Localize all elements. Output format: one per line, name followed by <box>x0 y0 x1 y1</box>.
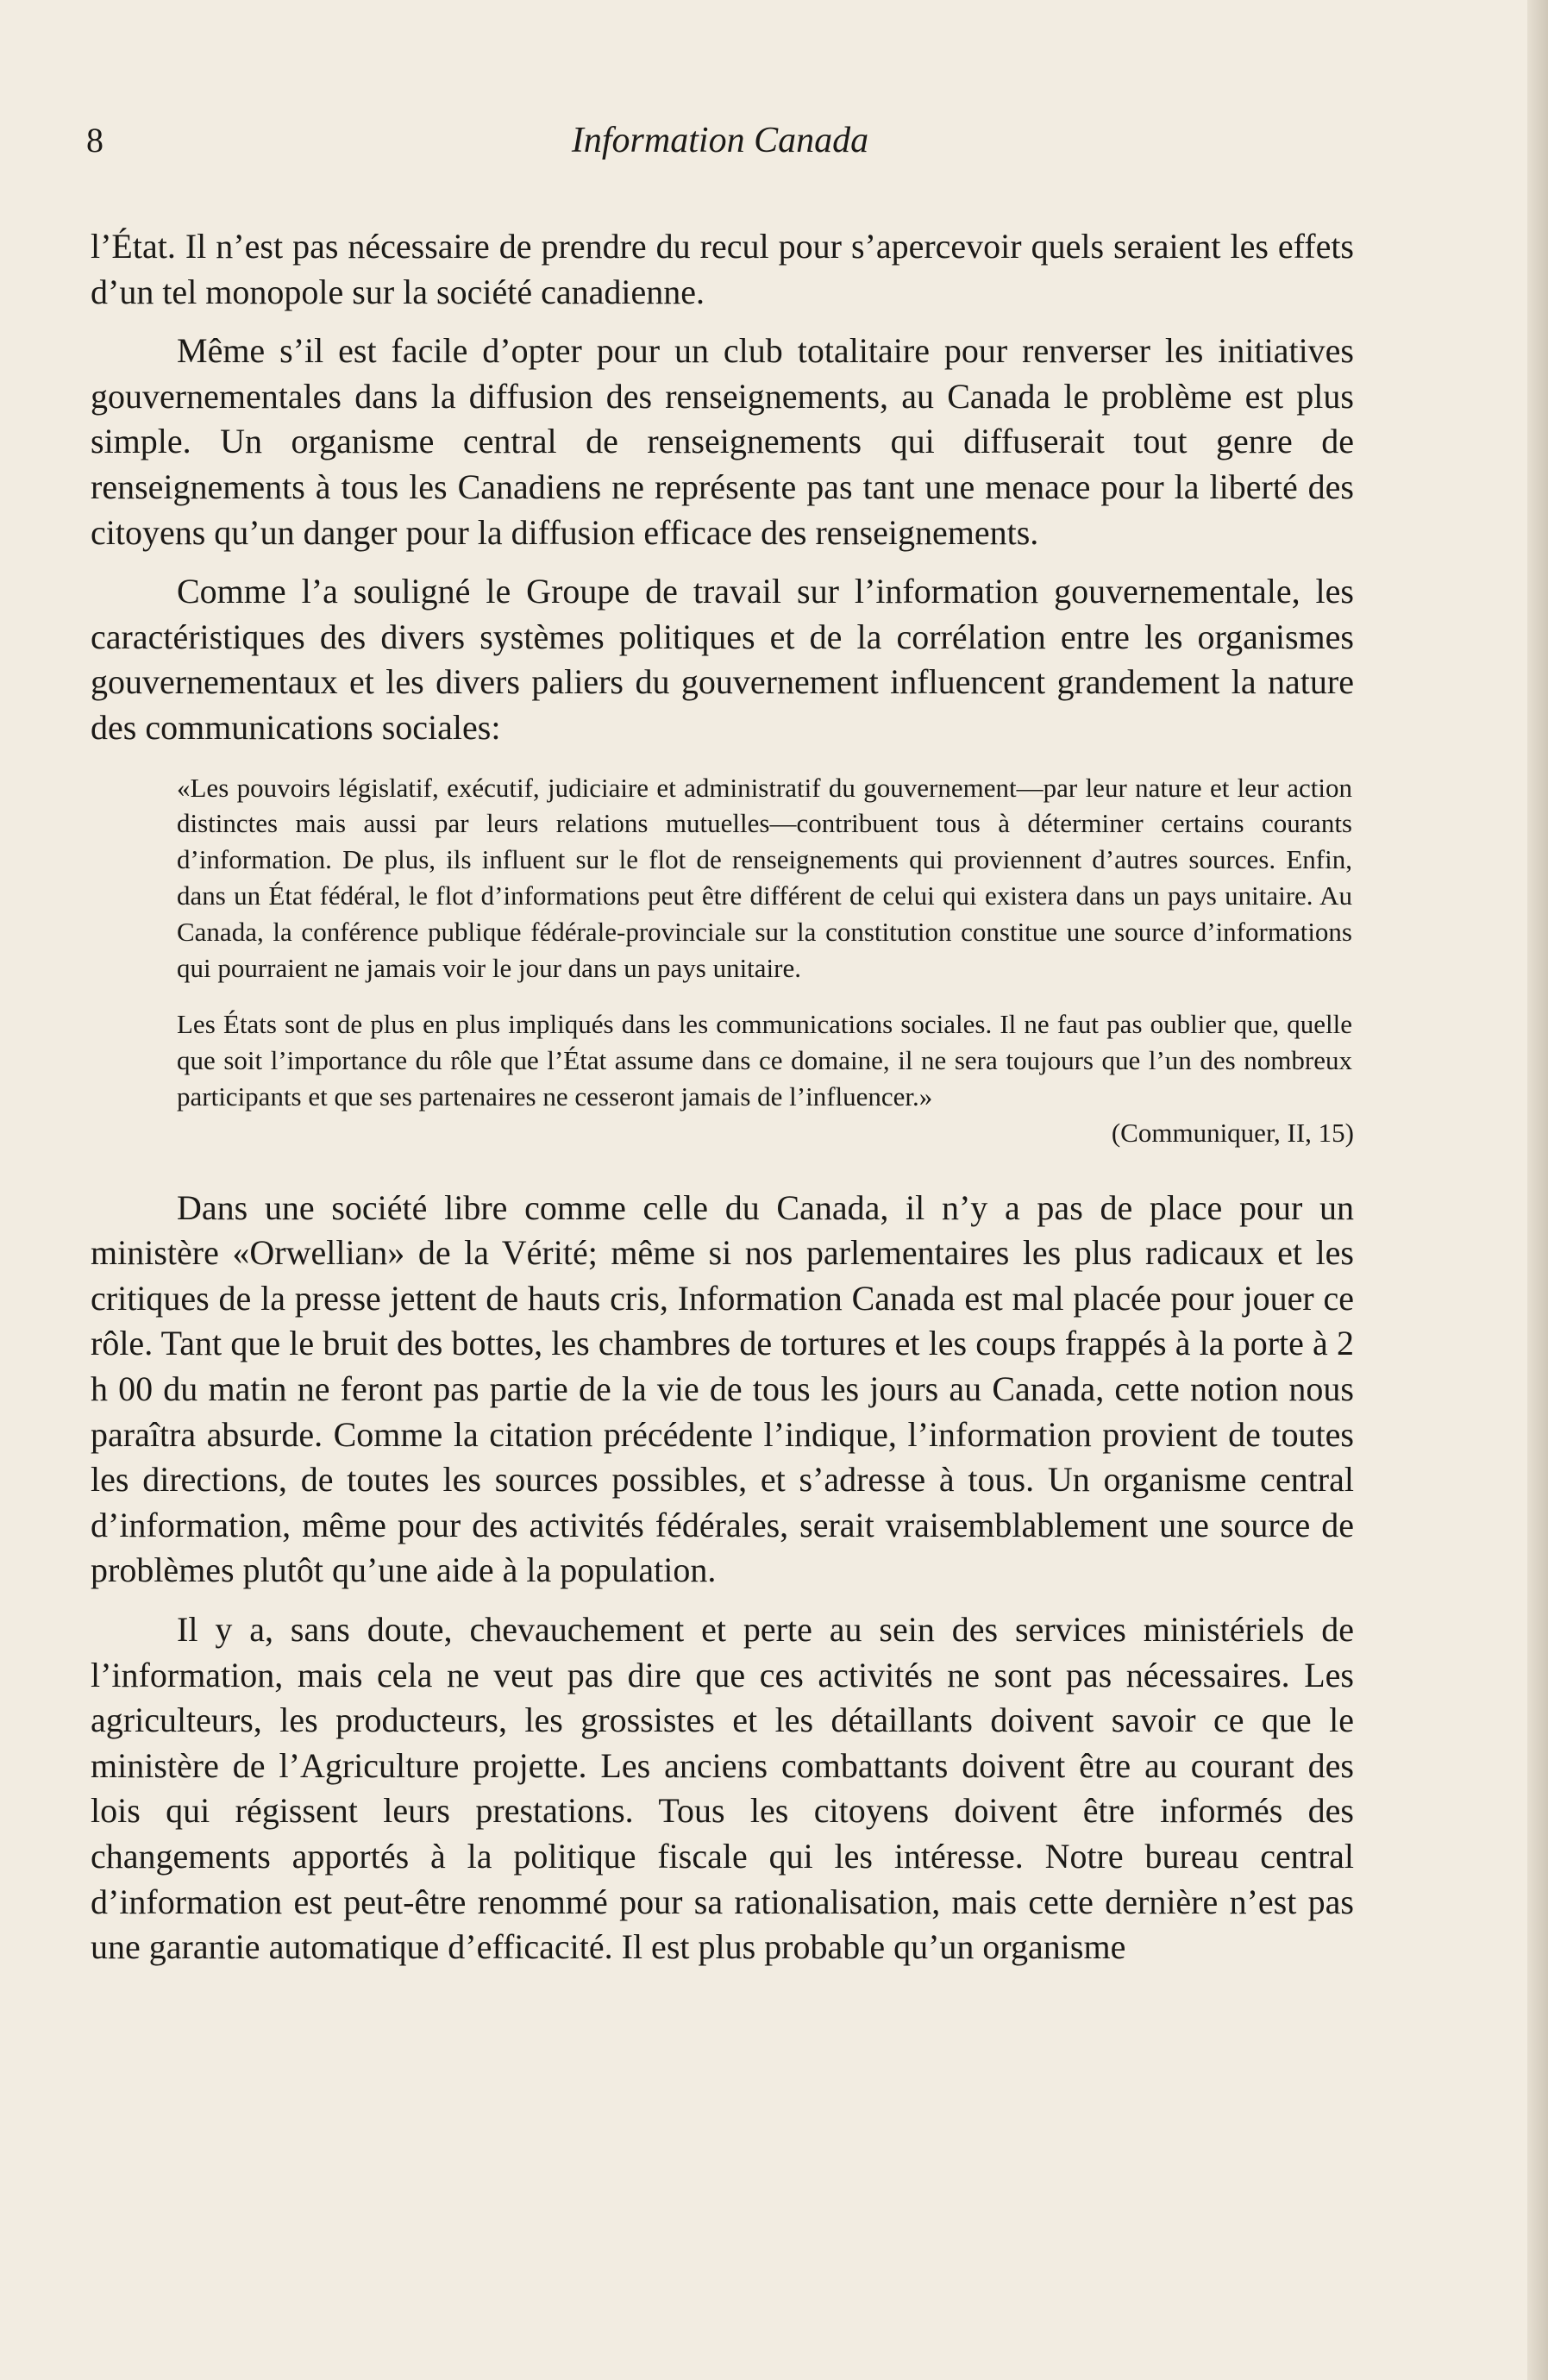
body-text <box>91 224 1354 1970</box>
quote-paragraph-1: «Les pouvoirs législatif, exécutif, judiciaire et administratif du gouvernement—par leur nature et leur action distinctes mais aussi par leurs relations mutuelles—contribuent tous à déterminer certains courants d’information. De plus, ils influent sur le flot de renseignements qui proviennent d’autres sources. Enfin, dans un État fédéral, le flot d’informations peut être différent de celui qui existera dans un pays unitaire. Au Canada, la conférence publique fédérale-provinciale sur la constitution constitue une source d’informations qui pourraient ne jamais voir le jour dans un pays unitaire. <box>177 772 1352 983</box>
paragraph-1: l’État. Il n’est pas nécessaire de prendre du recul pour s’apercevoir quels seraient les effets d’un tel monopole sur la société canadienne. <box>91 227 1354 311</box>
paragraph-2: Même s’il est facile d’opter pour un club totalitaire pour renverser les initiatives gouvernementales dans la diffusion des renseignements, au Canada le problème est plus simple. Un organisme central de renseignements qui diffuserait tout genre de renseignements à tous les Canadiens ne représente pas tant une menace pour la liberté des citoyens qu’un danger pour la diffusion efficace des renseignements. <box>91 331 1354 552</box>
paragraph-3: Comme l’a souligné le Groupe de travail sur l’information gouvernementale, les caractéristiques des divers systèmes politiques et de la corrélation entre les organismes gouvernementaux et les divers paliers du gouvernement influencent grandement la nature des communications sociales: <box>91 572 1354 747</box>
block-quote <box>91 770 1354 1151</box>
page-number: 8 <box>86 121 103 160</box>
quote-paragraph-2: Les États sont de plus en plus impliqués dans les communications sociales. Il ne faut pas oublier que, quelle que soit l’importance du rôle que l’État assume dans ce domaine, il ne sera toujours que l’un des nombreux participants et que ses partenaires ne cesseront jamais de l’influencer.» <box>177 1009 1352 1112</box>
page-edge-shadow <box>1527 0 1548 2380</box>
paragraph-4: Dans une société libre comme celle du Canada, il n’y a pas de place pour un ministère «Orwellian» de la Vérité; même si nos parlementaires les plus radicaux et les critiques de la presse jettent de hauts cris, Information Canada est mal placée pour jouer ce rôle. Tant que le bruit des bottes, les chambres de tortures et les coups frappés à la porte à 2 h 00 du matin ne feront pas partie de la vie de tous les jours au Canada, cette notion nous paraîtra absurde. Comme la citation précédente l’indique, l’information provient de toutes les directions, de toutes les sources possibles, et s’adresse à tous. Un organisme central d’information, même pour des activités fédérales, serait vraisemblablement une source de problèmes plutôt qu’une aide à la population. <box>91 1187 1354 1590</box>
paragraph-5: Il y a, sans doute, chevauchement et perte au sein des services ministériels de l’information, mais cela ne veut pas dire que ces activités ne sont pas nécessaires. Les agriculteurs, les producteurs, les grossistes et les détaillants doivent savoir ce que le ministère de l’Agriculture projette. Les anciens combattants doivent être au courant des lois qui régissent leurs prestations. Tous les citoyens doivent être informés des changements apportés à la politique fiscale qui les intéresse. Notre bureau central d’information est peut-être renommé pour sa rationalisation, mais cette dernière n’est pas une garantie automatique d’efficacité. Il est plus probable qu’un organisme <box>91 1610 1354 1967</box>
page-header <box>86 116 1354 168</box>
quote-citation: (Communiquer, II, 15) <box>1111 1117 1354 1148</box>
running-title: Information Canada <box>571 121 869 160</box>
